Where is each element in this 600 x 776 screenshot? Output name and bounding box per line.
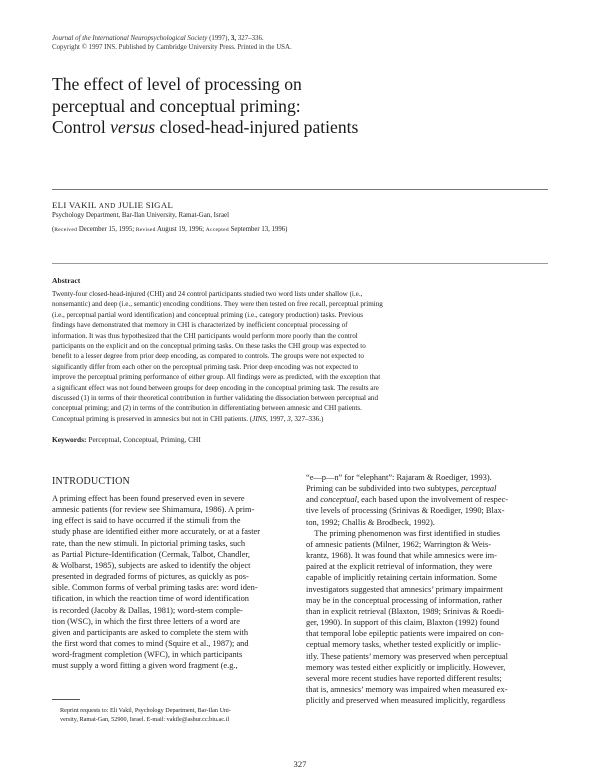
- body-line: given and participants are asked to complete the stem with: [52, 627, 249, 637]
- body-line: The priming phenomenon was first identified in studies: [306, 528, 501, 538]
- body-line: tification, in which the reaction time of word identification: [52, 594, 249, 604]
- abstract-last-text: Conceptual priming is preserved in amnesics but not in CHI patients. (: [52, 414, 253, 423]
- abstract-body: [52, 289, 548, 424]
- page-number: 327: [293, 759, 307, 769]
- abstract-line: a significant effect was not found between groups for deep encoding in the conceptual priming task. The results are: [52, 383, 379, 392]
- abstract-line: Twenty-four closed-head-injured (CHI) and 24 control participants studied two word lists under shallow (i.e.,: [52, 290, 363, 298]
- abstract-line: conceptual priming; and (2) in terms of the contribution in differentiating between amnesic and CHI patients.: [52, 404, 362, 413]
- body-line: paired at the explicit retrieval of information, they were: [306, 562, 493, 572]
- body-line: ceptual memory tasks, whether tested explicitly or implic-: [306, 640, 501, 650]
- body-line: may be in the conceptual processing of information, rather: [306, 595, 503, 605]
- abstract-line: improve the perceptual priming performance of either group. All findings were as predicted, with the exception that: [52, 373, 381, 382]
- emphasis-perceptual: perceptual: [460, 484, 497, 494]
- emphasis-conceptual: conceptual: [320, 495, 357, 505]
- body-line: A priming effect has been found preserved even in severe: [52, 494, 245, 503]
- author-1: ELI VAKIL: [52, 200, 97, 210]
- body-line: must supply a word fitting a given word fragment (e.g.,: [52, 661, 238, 671]
- body-text: Priming can be subdivided into two subtypes,: [306, 484, 461, 494]
- body-line: & Wolbarst, 1985), subjects are asked to identify the object: [52, 560, 251, 570]
- body-text: , each based upon the involvement of respec-: [356, 495, 509, 505]
- title-line-3-part-a: Control: [52, 117, 111, 137]
- body-line: is recorded (Jacoby & Dallas, 1981); word-stem comple-: [52, 605, 243, 615]
- body-line: krantz, 1968). It was found that while amnesics were im-: [306, 551, 497, 561]
- body-line: that is, amnesics’ memory was impaired when measured ex-: [306, 684, 508, 694]
- body-line: that temporal lobe epileptic patients were impaired on con-: [306, 629, 504, 639]
- abstract-divider: [52, 263, 548, 264]
- body-line: than in explicit retrieval (Blaxton, 1989; Srinivas & Roedi-: [306, 606, 504, 616]
- received-label: Received: [54, 227, 78, 233]
- keywords-label: Keywords:: [52, 435, 87, 444]
- body-text: and: [306, 495, 321, 505]
- title-line-1: The effect of level of processing on: [52, 74, 302, 94]
- authors: [52, 200, 173, 210]
- title-versus: versus: [110, 117, 156, 137]
- body-line: word-fragment completion (WFC), in which participants: [52, 650, 243, 660]
- abstract-line: nonsemantic) and deep (i.e., semantic) encoding conditions. They were then tested on free recall, perceptual priming: [52, 300, 383, 309]
- received-dates: [52, 226, 287, 233]
- abstract-line: findings have demonstrated that memory in CHI is characterized by inefficient conceptual processing of: [52, 321, 348, 330]
- received-date: December 15, 1995;: [77, 226, 136, 233]
- copyright-line: Copyright © 1997 INS. Published by Cambridge University Press. Printed in the USA.: [52, 44, 292, 51]
- body-line: ing effect is said to have occurred if the stimuli from the: [52, 516, 241, 526]
- abstract-year: 1997,: [267, 414, 288, 423]
- body-line: itly. These patients’ memory was preserved when perceptual: [306, 651, 508, 661]
- abstract-pages: 327–336.): [292, 414, 324, 423]
- body-line: ton, 1992; Challis & Brodbeck, 1992).: [306, 517, 435, 527]
- affiliation: Psychology Department, Bar-Ilan University, Ramat-Gan, Israel: [52, 212, 229, 219]
- title-line-3: [52, 117, 532, 139]
- journal-name: Journal of the International Neuropsychological Society: [52, 35, 208, 42]
- author-2: JULIE SIGAL: [118, 200, 174, 210]
- body-line: investigators suggested that amnesics’ primary impairment: [306, 584, 503, 594]
- revised-label: Revised: [135, 227, 156, 233]
- title-divider: [52, 189, 548, 190]
- body-line: amnesic patients (for review see Shimamura, 1986). A prim-: [52, 505, 255, 515]
- revised-date: August 19, 1996;: [155, 226, 206, 233]
- body-line: memory was tested either explicitly or implicitly. However,: [306, 662, 506, 672]
- title-line-3-part-c: closed-head-injured patients: [155, 117, 359, 137]
- body-line: “e—p—n” for “elephant”: Rajaram & Roediger, 1993).: [306, 473, 492, 482]
- abstract-line: significantly differ from each other on the perceptual priming task. Prior deep encoding was not expected to: [52, 362, 359, 371]
- abstract-line: (i.e., perceptual partial word identification) and conceptual priming (i.e., category production) tasks. Previous: [52, 310, 364, 319]
- body-line: sible. Common forms of verbal priming tasks are: word iden-: [52, 583, 258, 593]
- abstract-volume: 3,: [287, 414, 293, 423]
- abstract-line-last: [52, 414, 548, 424]
- body-line: [306, 483, 550, 494]
- abstract-line: participants on the explicit and on the conceptual priming tasks. On these tasks the CHI group was expected to: [52, 342, 366, 351]
- body-line: several more recent studies have reported different results;: [306, 673, 502, 683]
- abstract-line: discussed (1) in terms of their theoretical contribution in further validating the dissociation between perceptual and: [52, 394, 379, 403]
- journal-pages: 327–336.: [237, 35, 264, 42]
- accepted-date: September 13, 1996): [228, 226, 288, 233]
- footnote-rule: [52, 699, 80, 700]
- introduction-heading: INTRODUCTION: [52, 476, 130, 487]
- body-line: as Partial Picture-Identification (Cermak, Talbot, Chandler,: [52, 549, 251, 559]
- body-line: plicitly and preserved when measured implicitly, regardless: [306, 696, 506, 706]
- keywords: [52, 435, 201, 444]
- article-title: [52, 74, 532, 139]
- abstract-journal: JINS,: [252, 414, 268, 423]
- body-line: tive levels of processing (Srinivas & Roediger, 1990; Blax-: [306, 506, 505, 516]
- body-line: [306, 494, 550, 505]
- reprint-line-2: versity, Ramat-Gan, 52900, Israel. E-mail: vakile@ashur.cc.biu.ac.il: [60, 716, 230, 723]
- abstract-line: information. It was thus hypothesized that the CHI participants would perform more poorly than the control: [52, 331, 358, 340]
- author-conjunction: AND: [98, 202, 116, 210]
- abstract-line: benefit to a lesser degree from prior deep encoding, as compared to controls. The groups were not expected to: [52, 352, 364, 361]
- title-line-2: perceptual and conceptual priming:: [52, 95, 301, 116]
- body-line: the first word that comes to mind (Squire et al., 1987); and: [52, 639, 249, 649]
- reprint-footnote: [60, 706, 231, 724]
- right-column: [306, 472, 550, 706]
- body-line: study phase are identified either more accurately, or at a faster: [52, 527, 261, 537]
- body-line: of amnesic patients (Milner, 1962; Warrington & Weis-: [306, 539, 492, 549]
- body-line: presented in degraded forms of pictures, as quickly as pos-: [52, 572, 249, 582]
- body-line: tion (WSC), in which the first three letters of a word are: [52, 616, 240, 626]
- reprint-line-1: Reprint requests to: Eli Vakil, Psychology Department, Bar-Ilan Uni-: [60, 707, 231, 714]
- keywords-list: Perceptual, Conceptual, Priming, CHI: [86, 435, 201, 444]
- body-line: ger, 1990). In support of this claim, Blaxton (1992) found: [306, 618, 500, 628]
- abstract-heading: Abstract: [52, 276, 81, 285]
- body-line: capable of implicitly retaining certain information. Some: [306, 573, 497, 583]
- received-open-paren: (: [52, 226, 55, 233]
- journal-year: (1997),: [209, 35, 230, 42]
- journal-citation: [52, 34, 264, 43]
- left-column: [52, 493, 296, 672]
- accepted-label: Accepted: [205, 227, 229, 233]
- body-line: rate, than the new stimuli. In pictorial priming tasks, such: [52, 538, 246, 548]
- journal-volume: 3,: [230, 35, 237, 42]
